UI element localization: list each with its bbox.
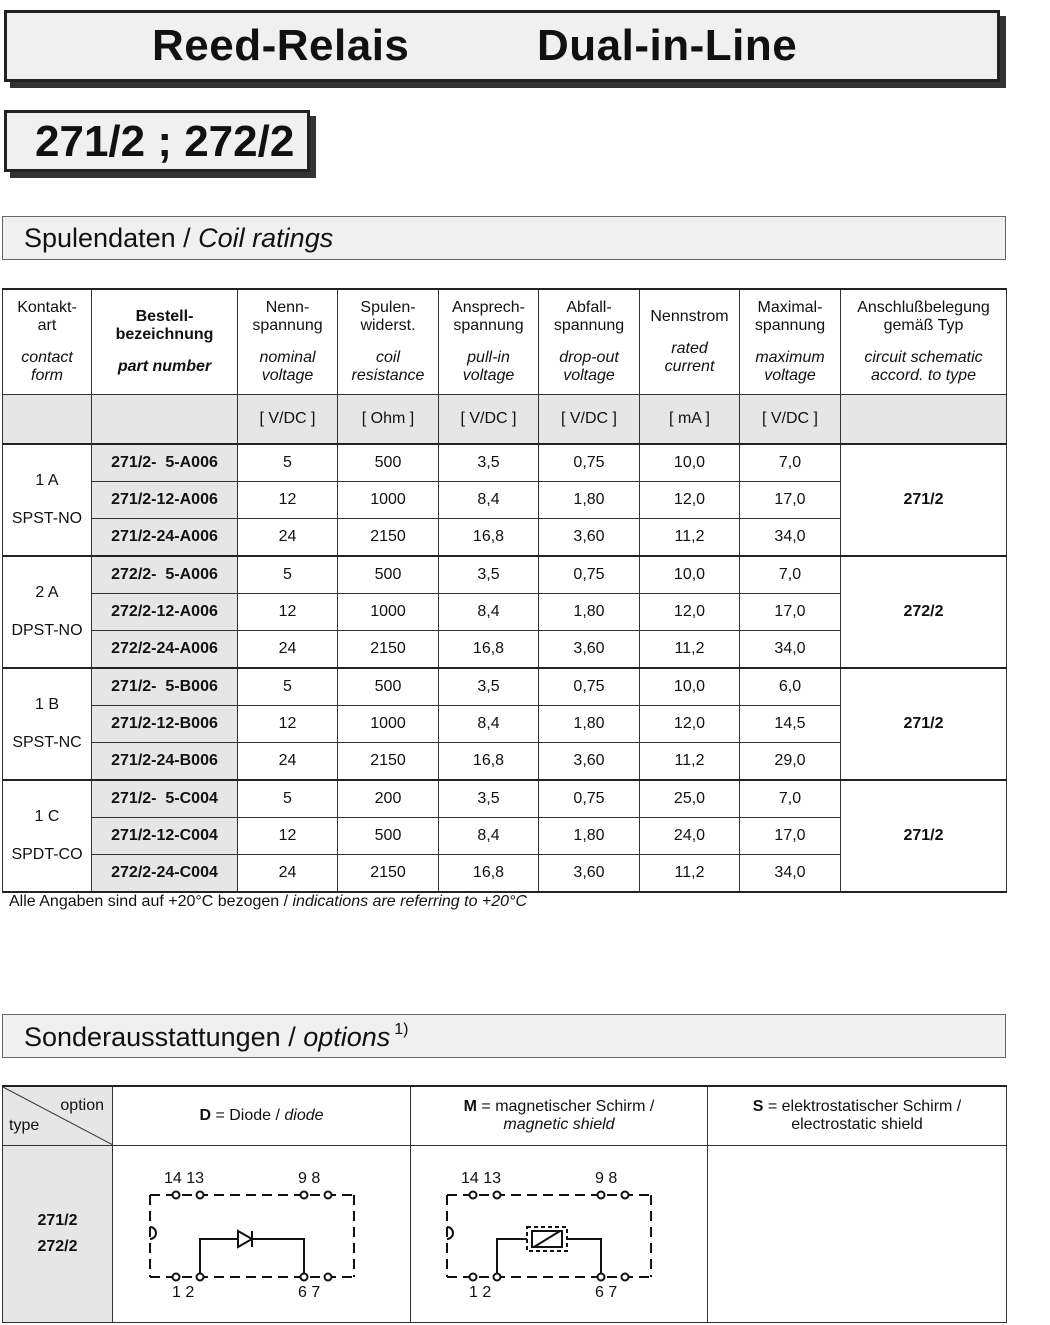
header-row bbox=[3, 289, 1007, 395]
column-header-en: coil resistance bbox=[351, 349, 425, 384]
magnetic-shield-schematic bbox=[429, 1159, 689, 1309]
pin-label-top-right: 9 8 bbox=[297, 1170, 320, 1187]
column-header-en: circuit schematic accord. to type bbox=[864, 349, 983, 384]
value-cell: 0,75 bbox=[539, 780, 640, 818]
temperature-note: Alle Angaben sind auf +20°C bezogen / indications are referring to +20°C bbox=[9, 893, 528, 910]
value-cell: 1,80 bbox=[539, 706, 640, 743]
column-header bbox=[92, 289, 238, 395]
value-cell: 500 bbox=[338, 668, 439, 706]
coil-ratings-section bbox=[2, 216, 1006, 260]
column-header-de: art bbox=[37, 317, 57, 334]
value-cell: 34,0 bbox=[740, 519, 841, 557]
value-cell: 500 bbox=[338, 444, 439, 482]
value-cell: 34,0 bbox=[740, 631, 841, 669]
value-cell: 10,0 bbox=[640, 444, 740, 482]
value-cell: 200 bbox=[338, 780, 439, 818]
value-cell: 12,0 bbox=[640, 706, 740, 743]
pin-label-top-left: 14 13 bbox=[461, 1170, 502, 1187]
column-header-de: widerst. bbox=[360, 317, 416, 334]
value-cell: 12 bbox=[238, 594, 338, 631]
value-cell: 6,0 bbox=[740, 668, 841, 706]
column-header-en: rated current bbox=[664, 340, 715, 375]
column-header-de: Nennstrom bbox=[650, 308, 729, 325]
diode-schematic bbox=[132, 1159, 392, 1309]
column-header-de: bezeichnung bbox=[115, 326, 214, 343]
value-cell: 3,5 bbox=[439, 556, 539, 594]
contact-form-cell bbox=[3, 780, 92, 892]
options-title: Sonderausstattungen / options $^{1)}$ bbox=[24, 1021, 409, 1052]
value-cell: 29,0 bbox=[740, 743, 841, 781]
option-s-header: S = elektrostatischer Schirm / electrostatic shield bbox=[708, 1086, 1007, 1146]
column-header-en: drop-out voltage bbox=[559, 349, 619, 384]
value-cell: 7,0 bbox=[740, 556, 841, 594]
column-header bbox=[539, 289, 640, 395]
value-cell: 2150 bbox=[338, 519, 439, 557]
contact-form: SPST-NC bbox=[12, 734, 82, 751]
value-cell: 3,60 bbox=[539, 855, 640, 893]
value-cell: 24 bbox=[238, 855, 338, 893]
value-cell: 12 bbox=[238, 706, 338, 743]
value-cell: 3,60 bbox=[539, 519, 640, 557]
contact-form-cell bbox=[3, 668, 92, 780]
contact-code: 1 C bbox=[34, 808, 60, 825]
part-types: 271/2 ; 272/2 bbox=[35, 117, 295, 166]
contact-form-cell bbox=[3, 556, 92, 668]
value-cell: 5 bbox=[238, 780, 338, 818]
part-number-cell: 271/2-24-A006 bbox=[92, 519, 238, 557]
contact-code: 1 A bbox=[35, 472, 59, 489]
pin-label-bottom-right: 6 7 bbox=[595, 1284, 618, 1301]
column-header-de: Nenn- bbox=[265, 299, 310, 316]
value-cell: 5 bbox=[238, 444, 338, 482]
column-header-de: Abfall- bbox=[566, 299, 612, 316]
value-cell: 12 bbox=[238, 482, 338, 519]
options-table bbox=[2, 1085, 1007, 1323]
schematic-type-cell: 272/2 bbox=[841, 556, 1007, 668]
column-header-de: Maximal- bbox=[757, 299, 823, 316]
schematic-type-cell: 271/2 bbox=[841, 780, 1007, 892]
value-cell: 3,60 bbox=[539, 631, 640, 669]
option-d-header: D = Diode / diode bbox=[113, 1086, 411, 1146]
coil-ratings-table bbox=[2, 288, 1007, 893]
unit-cell: [ V/DC ] bbox=[539, 395, 640, 445]
value-cell: 8,4 bbox=[439, 594, 539, 631]
value-cell: 1000 bbox=[338, 706, 439, 743]
unit-cell bbox=[841, 395, 1007, 445]
value-cell: 3,60 bbox=[539, 743, 640, 781]
pin-label-bottom-left: 1 2 bbox=[171, 1284, 194, 1301]
value-cell: 3,5 bbox=[439, 668, 539, 706]
value-cell: 0,75 bbox=[539, 556, 640, 594]
electrostatic-shield-cell bbox=[708, 1146, 1007, 1323]
value-cell: 1000 bbox=[338, 482, 439, 519]
part-number-cell: 271/2- 5-C004 bbox=[92, 780, 238, 818]
contact-form: SPDT-CO bbox=[11, 846, 83, 863]
value-cell: 17,0 bbox=[740, 482, 841, 519]
options-corner-cell bbox=[3, 1086, 113, 1146]
value-cell: 10,0 bbox=[640, 556, 740, 594]
value-cell: 8,4 bbox=[439, 818, 539, 855]
value-cell: 0,75 bbox=[539, 668, 640, 706]
table-row bbox=[3, 780, 1007, 818]
column-header bbox=[841, 289, 1007, 395]
value-cell: 0,75 bbox=[539, 444, 640, 482]
table-row bbox=[3, 556, 1007, 594]
unit-row bbox=[3, 395, 1007, 445]
value-cell: 14,5 bbox=[740, 706, 841, 743]
value-cell: 1,80 bbox=[539, 818, 640, 855]
unit-cell: [ Ohm ] bbox=[338, 395, 439, 445]
pin-label-top-left: 14 13 bbox=[163, 1170, 204, 1187]
value-cell: 5 bbox=[238, 668, 338, 706]
corner-type-label: type bbox=[9, 1117, 40, 1134]
contact-form-cell bbox=[3, 444, 92, 556]
schematic-type-cell: 271/2 bbox=[841, 668, 1007, 780]
coil-ratings-title: Spulendaten / Coil ratings bbox=[24, 223, 334, 253]
value-cell: 34,0 bbox=[740, 855, 841, 893]
part-number-cell: 272/2-12-A006 bbox=[92, 594, 238, 631]
column-header-en: nominal voltage bbox=[259, 349, 316, 384]
value-cell: 16,8 bbox=[439, 631, 539, 669]
diode-schematic-cell bbox=[113, 1146, 411, 1323]
value-cell: 500 bbox=[338, 818, 439, 855]
part-number-cell: 272/2-24-C004 bbox=[92, 855, 238, 893]
title-reed-relais: Reed-Relais bbox=[152, 21, 410, 70]
part-number-cell: 271/2-12-A006 bbox=[92, 482, 238, 519]
column-header-de: gemäß Typ bbox=[883, 317, 964, 334]
pin-label-top-right: 9 8 bbox=[595, 1170, 618, 1187]
column-header-de: spannung bbox=[754, 317, 826, 334]
part-number-cell: 272/2- 5-A006 bbox=[92, 556, 238, 594]
value-cell: 16,8 bbox=[439, 519, 539, 557]
unit-cell: [ V/DC ] bbox=[238, 395, 338, 445]
contact-code: 2 A bbox=[35, 584, 59, 601]
unit-cell: [ mA ] bbox=[640, 395, 740, 445]
part-number-cell: 271/2-12-B006 bbox=[92, 706, 238, 743]
value-cell: 1,80 bbox=[539, 482, 640, 519]
value-cell: 2150 bbox=[338, 855, 439, 893]
magnetic-shield-schematic-cell bbox=[411, 1146, 708, 1323]
value-cell: 2150 bbox=[338, 631, 439, 669]
column-header bbox=[640, 289, 740, 395]
column-header-de: spannung bbox=[553, 317, 625, 334]
table-row bbox=[3, 444, 1007, 482]
value-cell: 24,0 bbox=[640, 818, 740, 855]
options-section bbox=[2, 1014, 1006, 1058]
value-cell: 7,0 bbox=[740, 780, 841, 818]
column-header bbox=[439, 289, 539, 395]
column-header-de: spannung bbox=[252, 317, 323, 334]
option-m-header: M = magnetischer Schirm / magnetic shield bbox=[411, 1086, 708, 1146]
value-cell: 3,5 bbox=[439, 780, 539, 818]
option-types-cell: 271/2 272/2 bbox=[3, 1146, 113, 1323]
contact-code: 1 B bbox=[34, 696, 59, 713]
part-number-cell: 271/2- 5-B006 bbox=[92, 668, 238, 706]
unit-cell: [ V/DC ] bbox=[439, 395, 539, 445]
value-cell: 24 bbox=[238, 519, 338, 557]
value-cell: 12,0 bbox=[640, 482, 740, 519]
schematic-type-cell: 271/2 bbox=[841, 444, 1007, 556]
value-cell: 1,80 bbox=[539, 594, 640, 631]
column-header bbox=[238, 289, 338, 395]
value-cell: 16,8 bbox=[439, 855, 539, 893]
value-cell: 10,0 bbox=[640, 668, 740, 706]
value-cell: 500 bbox=[338, 556, 439, 594]
column-header-de: Ansprech- bbox=[452, 299, 525, 316]
column-header bbox=[3, 289, 92, 395]
column-header-en: contact form bbox=[21, 349, 73, 384]
value-cell: 24 bbox=[238, 743, 338, 781]
column-header-en: maximum voltage bbox=[755, 349, 825, 384]
column-header-de: Kontakt- bbox=[17, 299, 77, 316]
unit-cell bbox=[3, 395, 92, 445]
value-cell: 12 bbox=[238, 818, 338, 855]
value-cell: 8,4 bbox=[439, 706, 539, 743]
title-box bbox=[4, 10, 1000, 82]
part-number-cell: 271/2-12-C004 bbox=[92, 818, 238, 855]
part-types-box bbox=[4, 110, 310, 172]
part-number-cell: 272/2-24-A006 bbox=[92, 631, 238, 669]
value-cell: 2150 bbox=[338, 743, 439, 781]
value-cell: 11,2 bbox=[640, 743, 740, 781]
unit-cell: [ V/DC ] bbox=[740, 395, 841, 445]
part-number-cell: 271/2-24-B006 bbox=[92, 743, 238, 781]
unit-cell bbox=[92, 395, 238, 445]
column-header bbox=[338, 289, 439, 395]
contact-form: SPST-NO bbox=[11, 510, 83, 527]
table-row bbox=[3, 668, 1007, 706]
value-cell: 8,4 bbox=[439, 482, 539, 519]
column-header bbox=[740, 289, 841, 395]
value-cell: 7,0 bbox=[740, 444, 841, 482]
value-cell: 3,5 bbox=[439, 444, 539, 482]
value-cell: 25,0 bbox=[640, 780, 740, 818]
column-header-de: spannung bbox=[453, 317, 524, 334]
value-cell: 17,0 bbox=[740, 818, 841, 855]
column-header-en: pull-in voltage bbox=[462, 349, 515, 384]
column-header-en: part number bbox=[117, 358, 212, 375]
corner-option-label: option bbox=[60, 1097, 104, 1114]
contact-form: DPST-NO bbox=[11, 622, 83, 639]
pin-label-bottom-right: 6 7 bbox=[297, 1284, 320, 1301]
value-cell: 17,0 bbox=[740, 594, 841, 631]
column-header-de: Anschlußbelegung bbox=[857, 299, 990, 316]
title-dual-in-line: Dual-in-Line bbox=[537, 21, 798, 70]
value-cell: 24 bbox=[238, 631, 338, 669]
column-header-de: Bestell- bbox=[135, 308, 194, 325]
value-cell: 1000 bbox=[338, 594, 439, 631]
value-cell: 11,2 bbox=[640, 631, 740, 669]
value-cell: 16,8 bbox=[439, 743, 539, 781]
diagonal-divider bbox=[3, 1087, 113, 1145]
value-cell: 11,2 bbox=[640, 519, 740, 557]
value-cell: 12,0 bbox=[640, 594, 740, 631]
column-header-de: Spulen- bbox=[360, 299, 416, 316]
pin-label-bottom-left: 1 2 bbox=[469, 1284, 492, 1301]
value-cell: 5 bbox=[238, 556, 338, 594]
value-cell: 11,2 bbox=[640, 855, 740, 893]
part-number-cell: 271/2- 5-A006 bbox=[92, 444, 238, 482]
